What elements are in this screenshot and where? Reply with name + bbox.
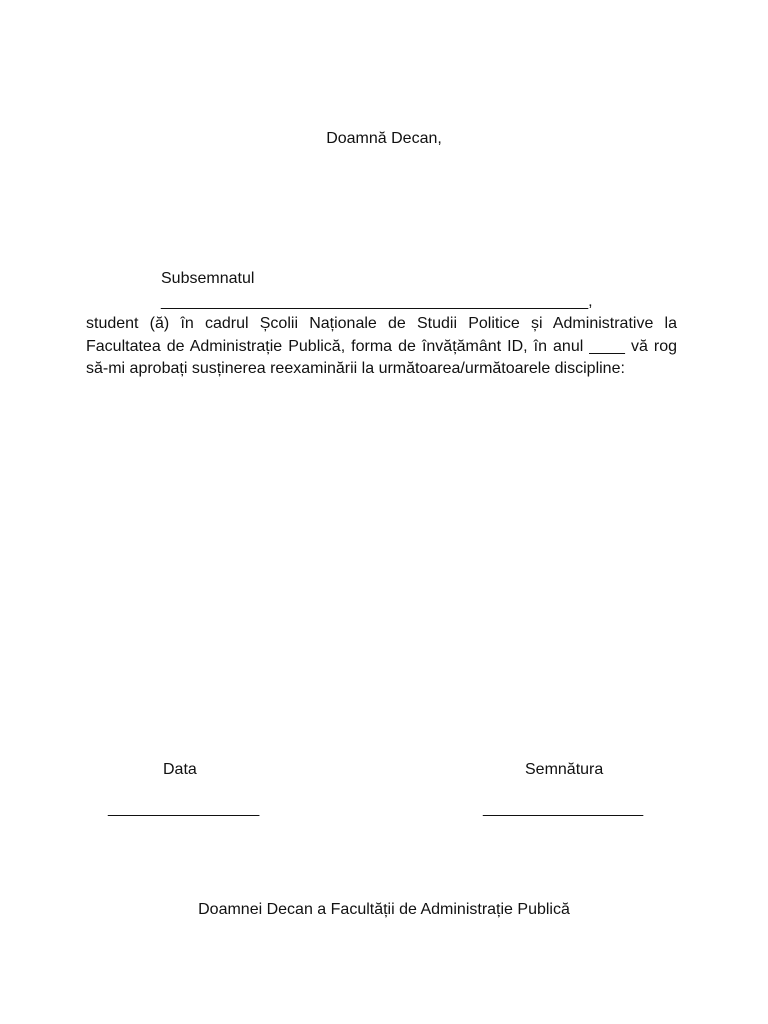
addressee: Doamnei Decan a Facultății de Administrație Publică — [198, 901, 570, 918]
date-label: Data — [163, 761, 197, 778]
paragraph-line-3: Facultatea de Administrație Publică, forma de învățământ ID, în anul ____ vă rog — [86, 337, 677, 355]
paragraph-line-2: student (ă) în cadrul Școlii Naționale de Studii Politice și Administrative la — [86, 315, 677, 332]
date-blank-line: _________________ — [108, 800, 260, 817]
salutation: Doamnă Decan, — [326, 130, 442, 147]
signature-label: Semnătura — [525, 761, 604, 778]
paragraph-line-4: să-mi aprobați susținerea reexaminării la următoarea/următoarele discipline: — [86, 360, 625, 377]
request-paragraph — [86, 268, 677, 381]
signature-blank-line: __________________ — [483, 800, 644, 817]
paragraph-line-1: Subsemnatul ________________________________________________, — [161, 270, 593, 310]
